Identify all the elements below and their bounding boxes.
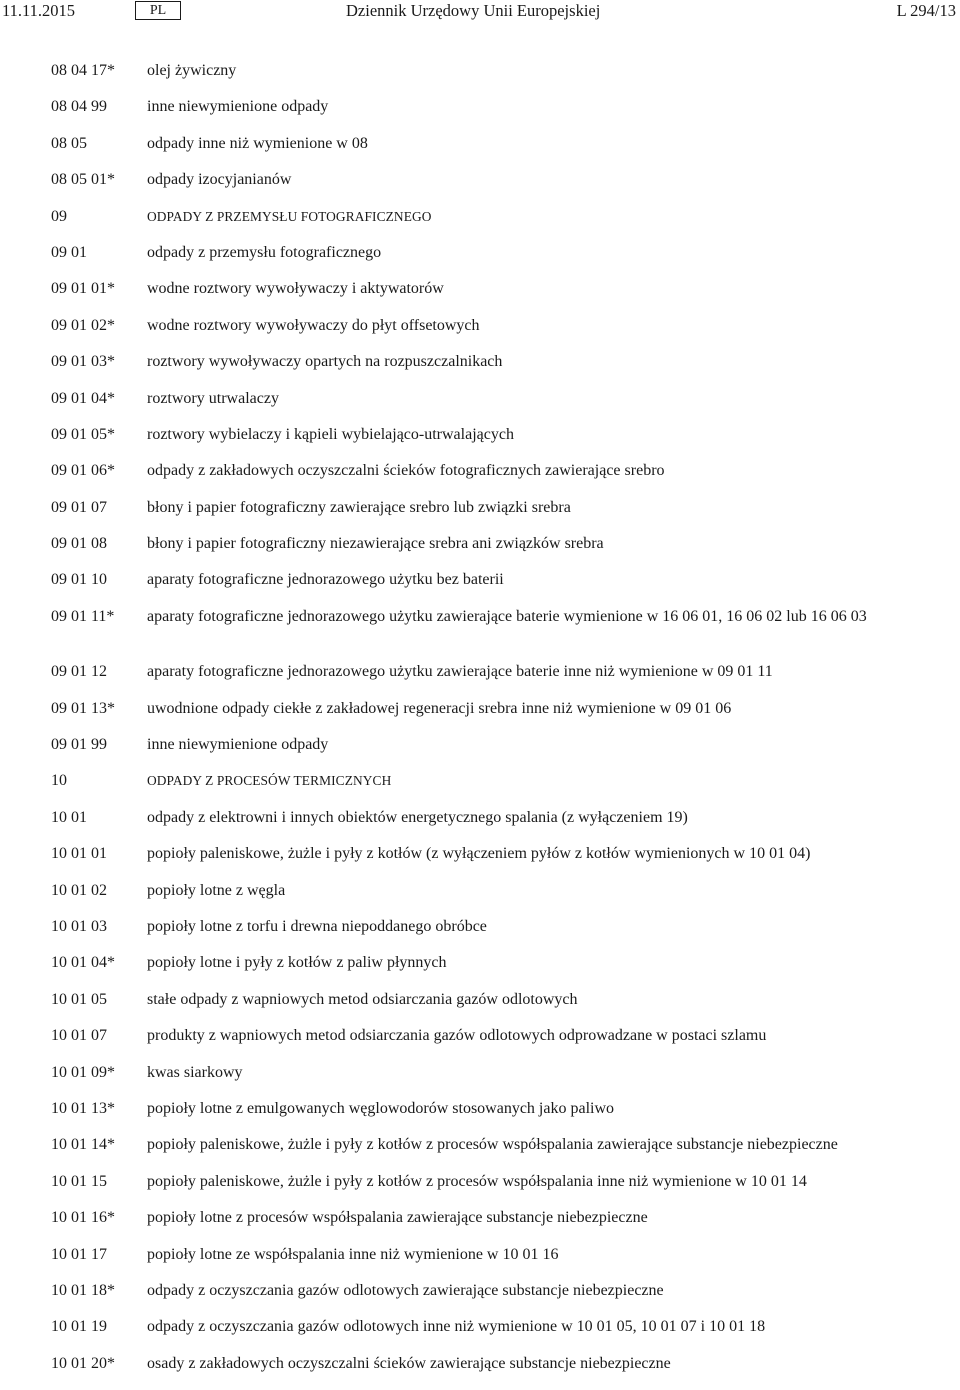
waste-description: kwas siarkowy <box>147 1063 243 1081</box>
waste-code: 10 01 03 <box>51 917 107 935</box>
waste-description: olej żywiczny <box>147 62 237 79</box>
list-item <box>51 170 921 206</box>
waste-code: 09 01 99 <box>51 736 107 754</box>
publication-date: 11.11.2015 <box>2 1 76 20</box>
waste-code: 09 01 11* <box>51 607 115 625</box>
waste-description: roztwory wybielaczy i kąpieli wybielająco-utrwalających <box>147 425 514 443</box>
waste-description: osady z zakładowych oczyszczalni ścieków zawierające substancje niebezpieczne <box>147 1354 671 1372</box>
waste-code: 10 <box>51 772 67 790</box>
waste-code: 09 01 10 <box>51 571 107 589</box>
waste-description: roztwory wywoływaczy opartych na rozpuszczalnikach <box>147 353 503 371</box>
waste-code: 10 01 13* <box>51 1099 115 1117</box>
list-item <box>51 953 921 989</box>
waste-description: produkty z wapniowych metod odsiarczania gazów odlotowych odprowadzane w postaci szlamu <box>147 1027 767 1045</box>
waste-description: odpady z elektrowni i innych obiektów energetycznego spalania (z wyłączeniem 19) <box>147 808 688 826</box>
list-item <box>51 316 921 352</box>
waste-code: 10 01 07 <box>51 1027 107 1045</box>
waste-code: 10 01 02 <box>51 881 107 899</box>
waste-code: 09 01 04* <box>51 389 115 407</box>
waste-code: 09 01 13* <box>51 699 115 717</box>
waste-description: popioły lotne z węgla <box>147 881 286 899</box>
waste-code: 08 04 99 <box>51 98 107 116</box>
list-item <box>51 279 921 315</box>
waste-code: 10 01 14* <box>51 1136 115 1154</box>
waste-description: aparaty fotograficzne jednorazowego użytku zawierające baterie inne niż wymienione w 09 01 11 <box>147 663 773 681</box>
waste-code: 08 04 17* <box>51 62 115 79</box>
waste-description: popioły lotne ze współspalania inne niż wymienione w 10 01 16 <box>147 1245 559 1263</box>
chapter-title: ODPADY Z PRZEMYSŁU FOTOGRAFICZNEGO <box>147 208 432 224</box>
waste-code-list <box>51 61 921 1390</box>
waste-code: 10 01 15 <box>51 1172 107 1190</box>
waste-description: odpady inne niż wymienione w 08 <box>147 134 368 152</box>
waste-description: odpady izocyjanianów <box>147 171 292 189</box>
page-header <box>0 0 960 24</box>
chapter-title: ODPADY Z PROCESÓW TERMICZNYCH <box>147 773 392 789</box>
waste-code: 09 01 07 <box>51 498 107 516</box>
list-item <box>51 607 921 662</box>
list-item <box>51 990 921 1026</box>
waste-description: popioły lotne i pyły z kotłów z paliw płynnych <box>147 954 447 972</box>
waste-code: 09 <box>51 207 67 225</box>
list-item <box>51 881 921 917</box>
language-badge: PL <box>135 1 181 20</box>
waste-description: inne niewymienione odpady <box>147 736 329 754</box>
list-item <box>51 534 921 570</box>
list-item <box>51 570 921 606</box>
list-item <box>51 243 921 279</box>
waste-code: 10 01 17 <box>51 1245 107 1263</box>
waste-code: 09 01 08 <box>51 535 107 553</box>
waste-code: 10 01 19 <box>51 1318 107 1336</box>
waste-description: popioły paleniskowe, żużle i pyły z kotłów z procesów współspalania inne niż wymienione w 10 01 14 <box>147 1172 807 1190</box>
waste-code: 09 01 03* <box>51 353 115 371</box>
waste-code: 10 01 04* <box>51 954 115 972</box>
waste-code: 09 01 05* <box>51 425 115 443</box>
waste-description: aparaty fotograficzne jednorazowego użytku zawierające baterie wymienione w 16 06 01, 16 06 02 lub 16 06 03 <box>147 607 867 625</box>
waste-code: 08 05 <box>51 134 87 152</box>
page-reference: L 294/13 <box>896 1 956 20</box>
list-item <box>51 699 921 735</box>
waste-description: wodne roztwory wywoływaczy do płyt offsetowych <box>147 316 480 334</box>
waste-code: 09 01 12 <box>51 663 107 681</box>
chapter-heading <box>51 207 921 243</box>
waste-description: błony i papier fotograficzny niezawierające srebra ani związków srebra <box>147 535 604 553</box>
waste-code: 09 01 <box>51 243 87 261</box>
list-item <box>51 1317 921 1353</box>
list-item <box>51 1354 921 1390</box>
waste-description: odpady z zakładowych oczyszczalni ścieków fotograficznych zawierające srebro <box>147 462 665 480</box>
list-item <box>51 735 921 771</box>
waste-description: odpady z przemysłu fotograficznego <box>147 243 382 261</box>
waste-description: odpady z oczyszczania gazów odlotowych zawierające substancje niebezpieczne <box>147 1281 664 1299</box>
list-item <box>51 1245 921 1281</box>
list-item <box>51 1135 921 1171</box>
list-item <box>51 1063 921 1099</box>
list-item <box>51 97 921 133</box>
waste-description: popioły lotne z emulgowanych węglowodorów stosowanych jako paliwo <box>147 1099 615 1117</box>
waste-code: 09 01 06* <box>51 462 115 480</box>
list-item <box>51 1026 921 1062</box>
list-item <box>51 917 921 953</box>
waste-code: 09 01 02* <box>51 316 115 334</box>
journal-title: Dziennik Urzędowy Unii Europejskiej <box>346 1 601 20</box>
waste-code: 10 01 01 <box>51 845 107 863</box>
list-item <box>51 389 921 425</box>
waste-description: wodne roztwory wywoływaczy i aktywatorów <box>147 280 444 298</box>
waste-description: aparaty fotograficzne jednorazowego użytku bez baterii <box>147 571 504 589</box>
waste-code: 10 01 16* <box>51 1209 115 1227</box>
waste-code: 09 01 01* <box>51 280 115 298</box>
waste-description: odpady z oczyszczania gazów odlotowych inne niż wymienione w 10 01 05, 10 01 07 i 10 01 18 <box>147 1318 766 1336</box>
waste-code: 10 01 18* <box>51 1281 115 1299</box>
list-item <box>51 134 921 170</box>
waste-description: popioły paleniskowe, żużle i pyły z kotłów z procesów współspalania zawierające substancje niebezpieczne <box>147 1136 838 1154</box>
list-item <box>51 1172 921 1208</box>
waste-description: błony i papier fotograficzny zawierające srebro lub związki srebra <box>147 498 571 516</box>
chapter-heading <box>51 771 921 807</box>
waste-description: popioły lotne z torfu i drewna niepoddanego obróbce <box>147 917 487 935</box>
list-item <box>51 461 921 497</box>
list-item <box>51 1208 921 1244</box>
waste-code: 08 05 01* <box>51 171 115 189</box>
waste-description: popioły paleniskowe, żużle i pyły z kotłów (z wyłączeniem pyłów z kotłów wymienionych w 10 01 04) <box>147 845 811 863</box>
waste-code: 10 01 <box>51 808 87 826</box>
waste-description: roztwory utrwalaczy <box>147 389 279 407</box>
list-item <box>51 844 921 880</box>
list-item <box>51 498 921 534</box>
waste-code: 10 01 09* <box>51 1063 115 1081</box>
list-item <box>51 352 921 388</box>
list-item <box>51 1099 921 1135</box>
waste-description: stałe odpady z wapniowych metod odsiarczania gazów odlotowych <box>147 990 578 1008</box>
waste-code: 10 01 05 <box>51 990 107 1008</box>
waste-description: popioły lotne z procesów współspalania zawierające substancje niebezpieczne <box>147 1209 648 1227</box>
list-item <box>51 61 921 97</box>
waste-description: uwodnione odpady ciekłe z zakładowej regeneracji srebra inne niż wymienione w 09 01 06 <box>147 699 732 717</box>
list-item <box>51 662 921 698</box>
waste-description: inne niewymienione odpady <box>147 98 329 116</box>
list-item <box>51 425 921 461</box>
list-item <box>51 808 921 844</box>
waste-code: 10 01 20* <box>51 1354 115 1372</box>
list-item <box>51 1281 921 1317</box>
